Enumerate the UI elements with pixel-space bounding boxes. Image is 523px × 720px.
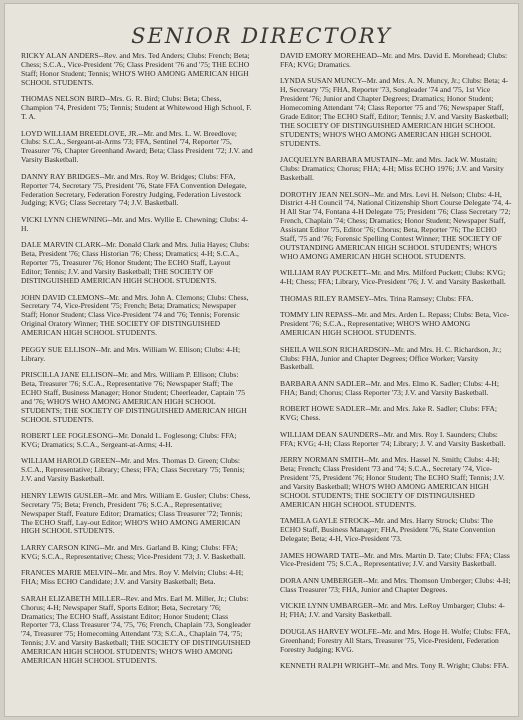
directory-entry: ROBERT HOWE SADLER--Mr. and Mrs. Jake R. Sadler; Clubs: FFA; KVG; Chess.: [280, 404, 497, 423]
directory-entry: DALE MARVIN CLARK--Mr. Donald Clark and Mrs. Julia Hayes; Clubs: Beta, President '76; Class Historian '76; Chess; Dramatics; 4-H; S.C.A., Reporter '75, Treasurer '76; Honor Student; The ECHO Staff, Layout Editor; Tennis; J.V. and Varsity Basketball; THE SOCIETY OF DISTINGUISHED AMERICAN HIGH SCHOOL STUDENTS.: [21, 240, 250, 285]
directory-entry: WILLIAM HAROLD GREEN--Mr. and Mrs. Thomas D. Green; Clubs: S.C.A., Representative; Library; Chess; FFA; Class Secretary '75; Tennis; J.V. and Varsity Basketball.: [21, 456, 245, 484]
directory-entry: RICKY ALAN ANDERS--Rev. and Mrs. Ted Anders; Clubs: French; Beta; Chess; S.C.A., Vice-President '76; Class President '76 and '75; THE ECHO Staff; Honor Student; Tennis; WHO'S WHO AMONG AMERICAN HIGH SCHOOL STUDENTS.: [21, 51, 250, 87]
directory-entry: VICKIE LYNN UMBARGER--Mr. and Mrs. LeRoy Umbarger; Clubs: 4-H; FHA; J.V. and Varsity Basketball.: [280, 601, 505, 620]
directory-entry: ROBERT LEE FOGLESONG--Mr. Donald L. Foglesong; Clubs: FFA; KVG; Dramatics; S.C.A., Sergeant-at-Arms; 4-H.: [21, 431, 237, 449]
directory-entry: DORA ANN UMBERGER--Mr. and Mrs. Thomson Umberger; Clubs: 4-H; Class Treasurer '73; FHA, Junior and Chapter Degrees.: [280, 575, 511, 594]
directory-entry: THOMAS RILEY RAMSEY--Mrs. Trina Ramsey; Clubs: FFA.: [280, 293, 474, 303]
directory-entry: JERRY NORMAN SMITH--Mr. and Mrs. Hassel N. Smith; Clubs: 4-H; Beta; French; Class President '73 and '74; S.C.A., Secretary '74, Vice-President '75, President '76; Honor Student; The ECHO Staff; Tennis; J.V. and Varsity Basketball; WHO'S WHO AMONG AMERICAN HIGH SCHOOL STUDENTS; THE SOCIETY OF DISTINGUISHED AMERICAN HIGH SCHOOL STUDENTS.: [280, 455, 505, 509]
directory-entry: FRANCES MARIE MELVIN--Mr. and Mrs. Roy V. Melvin; Clubs: 4-H; FHA; Miss ECHO Candidate; J.V. and Varsity Basketball; Beta.: [21, 568, 244, 587]
directory-entry: BARBARA ANN SADLER--Mr. and Mrs. Elmo K. Sadler; Clubs: 4-H; FHA; Band; Chorus; Class Reporter '73; J.V. and Varsity Basketball.: [280, 378, 499, 397]
directory-entry: SARAH ELIZABETH MILLER--Rev. and Mrs. Earl M. Miller, Jr.; Clubs: Chorus; 4-H; Newspaper Staff, Sports Editor; Beta, Secretary '76; Dramatics; The ECHO Staff, Assistant Editor; Honor Student; Class Reporter '73, Class Treasurer '74, '75, '76; French, Chaplain '73, Songleader '74, Treasurer '75; Homecoming Attendant '73; S.C.A., Chaplain '74, '75; Tennis; J.V. and Varsity Basketball; THE SOCIETY OF DISTINGUISHED AMERICAN HIGH SCHOOL STUDENTS; WHO'S WHO AMONG AMERICAN HIGH SCHOOL STUDENTS.: [21, 593, 251, 666]
directory-entry: LYNDA SUSAN MUNCY--Mr. and Mrs. A. N. Muncy, Jr.; Clubs: Beta; 4-H, Secretary '75; FHA, Reporter '73, Songleader '74 and '75, 1st Vice President '76; Junior and Chapter Degrees; Dramatics; Honor Student; Homecoming Attendant '74; Class Reporter '75 and '76; Newspaper Staff, Grade Editor; The ECHO Staff, Editor; Tennis; J.V. and Varsity Basketball; THE SOCIETY OF DISTINGUISHED AMERICAN HIGH SCHOOL STUDENTS; WHO'S WHO AMONG AMERICAN HIGH SCHOOL STUDENTS.: [280, 76, 509, 148]
directory-entry: JACQUELYN BARBARA MUSTAIN--Mr. and Mrs. Jack W. Mustain; Clubs: Dramatics; Chorus; FHA; 4-H; Miss ECHO 1976; J.V. and Varsity Basketball.: [280, 155, 504, 183]
directory-entry: VICKI LYNN CHEWNING--Mr. and Mrs. Wyllie E. Chewning; Clubs: 4-H.: [21, 214, 248, 233]
directory-entry: HENRY LEWIS GUSLER--Mr. and Mrs. William E. Gusler; Clubs: Chess, Secretary '75; Beta; French, President '76; S.C.A., Representative; Newspaper Staff, Feature Editor; Dramatics; Class Treasurer '72; Tennis; The ECHO Staff, Lay-out Editor; WHO'S WHO AMONG AMERICAN HIGH SCHOOL STUDENTS.: [21, 490, 251, 536]
directory-entry: THOMAS NELSON BIRD--Mrs. G. R. Bird; Clubs: Beta; Chess, Champion '74, President '75; Tennis; Student at Whitewood High School, F. T. A.: [21, 94, 252, 122]
directory-entry: DAVID EMORY MOREHEAD--Mr. and Mrs. David E. Morehead; Clubs: FFA; KVG; Dramatics.: [280, 51, 508, 69]
directory-entry: DOROTHY JEAN NELSON--Mr. and Mrs. Levi H. Nelson; Clubs: 4-H, District 4-H Council '74, National Citizenship Short Course Delegate '74, 4-H All Star '74, Fontana 4-H Delegate '75; President '76; Class Secretary '72; French, Chaplain '74; Chess; Dramatics; Honor Student; Newspaper Staff, Assistant Editor '75, Editor '76; Chorus; Beta, Reporter '76; The ECHO Staff, '75 and '76; Forensic Spelling Contest Winner; THE SOCIETY OF OUTSTANDING AMERICAN HIGH SCHOOL STUDENTS; WHO'S WHO AMONG AMERICAN HIGH SCHOOL STUDENTS.: [280, 189, 512, 261]
directory-entry: TAMELA GAYLE STROCK--Mr. and Mrs. Harry Strock; Clubs: The ECHO Staff, Business Manager; FHA, President '76, State Convention Delegate; Beta; 4-H, Vice-President '73.: [280, 516, 496, 543]
directory-entry: DOUGLAS HARVEY WOLFE--Mr. and Mrs. Hoge H. Wolfe; Clubs: FFA, Greenhand; Forestry All Stars, Treasurer '75, Vice-President, Federation Forestry Judging; KVG.: [280, 626, 511, 654]
directory-entry: WILLIAM DEAN SAUNDERS--Mr. and Mrs. Roy I. Saunders; Clubs: FFA; KVG; 4-H; Class Reporter '74; Library; J. V. and Varsity Basketball.: [280, 429, 506, 448]
directory-entry: PRISCILLA JANE ELLISON--Mr. and Mrs. William P. Ellison; Clubs: Beta, Treasurer '76; S.C.A., Representative '76; Newspaper Staff; The ECHO Staff, Business Manager; Honor Student; Cheerleader, Captain '75 and '76; WHO'S WHO AMONG AMERICAN HIGH SCHOOL STUDENTS; THE SOCIETY OF DISTINGUISHED AMERICAN HIGH SCHOOL STUDENTS.: [21, 370, 247, 424]
directory-entry: SHEILA WILSON RICHARDSON--Mr. and Mrs. H. C. Richardson, Jr.; Clubs: FHA, Junior and Chapter Degrees; Office Worker; Varsity Basketball.: [280, 344, 502, 372]
directory-entry: TOMMY LIN REPASS--Mr. and Mrs. Arden L. Repass; Clubs: Beta, Vice-President '76; S.C.A., Representative; WHO'S WHO AMONG AMERICAN HIGH SCHOOL STUDENTS.: [280, 310, 510, 338]
yearbook-page: [4, 3, 519, 717]
directory-entry: JOHN DAVID CLEMONS--Mr. and Mrs. John A. Clemons; Clubs: Chess, Secretary '74, Vice-President '75; French; Beta; Dramatics; Newspaper Staff; Honor Student; Class Vice-President '74 and '76; Tennis; Forensic Original Oratory Winner; THE SOCIETY OF DISTINGUISHED AMERICAN HIGH SCHOOL STUDENTS.: [21, 292, 249, 338]
left-column: [21, 52, 253, 674]
directory-entry: LOYD WILLIAM BREEDLOVE, JR.--Mr. and Mrs. L. W. Breedlove; Clubs: S.C.A., Sergeant-at-Arms '73; FFA, Sentinel '74, Reporter '75, Treasurer '76, Chapter Greenhand Award; Beta; Class President '72; J.V. and Varsity Basketball.: [21, 128, 253, 165]
directory-entry: PEGGY SUE ELLISON--Mr. and Mrs. William W. Ellison; Clubs: 4-H; Library.: [21, 344, 241, 363]
directory-entry: JAMES HOWARD TATE--Mr. and Mrs. Martin D. Tate; Clubs: FFA; Class Vice-President '75; S.C.A., Representative; J.V. and Varsity Basketball.: [280, 550, 510, 569]
directory-entry: DANNY RAY BRIDGES--Mr. and Mrs. Roy W. Bridges; Clubs: FFA, Reporter '74, Secretary '75, President '76, State FFA Convention Delegate, Federation Secretary, Federation Forestry Judging, Federation Livestock Judging; KVG; Class Secretary '74; J.V. Basketball.: [21, 171, 247, 208]
directory-entry: LARRY CARSON KING--Mr. and Mrs. Garland B. King; Clubs: FFA; KVG; S.C.A., Representative; Chess; Vice-President '73; J. V. Basketball.: [21, 542, 246, 561]
right-column: [280, 52, 512, 679]
directory-entry: WILLIAM RAY PUCKETT--Mr. and Mrs. Milford Puckett; Clubs: KVG; 4-H; Chess; FFA; Library, Vice-President '76; J. V. and Varsity Basketball.: [280, 268, 506, 287]
directory-entry: KENNETH RALPH WRIGHT--Mr. and Mrs. Tony R. Wright; Clubs: FFA.: [280, 661, 509, 671]
page-title: SENIOR DIRECTORY: [131, 24, 392, 48]
